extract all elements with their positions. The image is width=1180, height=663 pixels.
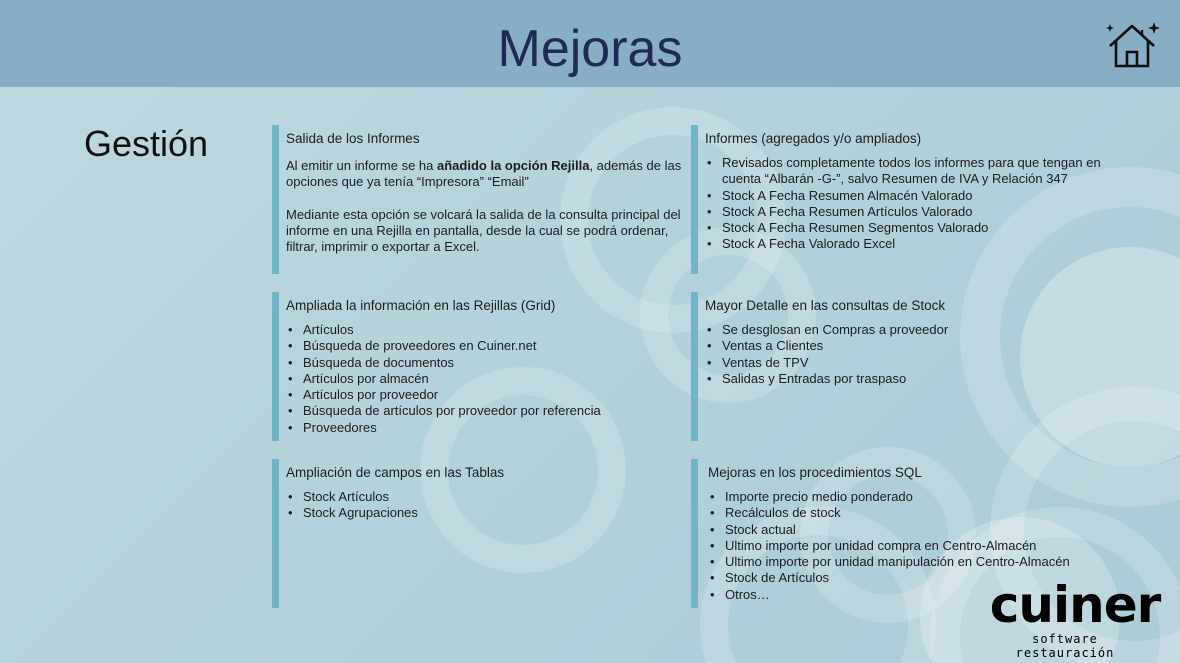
bullet-list bbox=[705, 322, 1123, 387]
list-item: • Búsqueda de artículos por proveedor por referencia bbox=[286, 403, 686, 419]
card-salida-informes bbox=[272, 125, 686, 274]
card-stock bbox=[691, 292, 1123, 441]
list-item: • Búsqueda de documentos bbox=[286, 355, 686, 371]
card-title: Mejoras en los procedimientos SQL bbox=[708, 465, 922, 480]
list-item: • Salidas y Entradas por traspaso bbox=[705, 371, 1123, 387]
list-item: • Artículos por almacén bbox=[286, 371, 686, 387]
card-paragraph: Mediante esta opción se volcará la salida de la consulta principal del informe en una Rejilla en pantalla, desde la cual se podrá ordenar, filtrar, imprimir o exportar a Excel. bbox=[286, 206, 681, 255]
list-item: • Otros… bbox=[708, 587, 1126, 603]
list-item: • Stock A Fecha Resumen Almacén Valorado bbox=[705, 188, 1123, 204]
card-tablas bbox=[272, 459, 686, 608]
card-title: Ampliación de campos en las Tablas bbox=[286, 465, 505, 480]
list-item: • Stock Agrupaciones bbox=[286, 505, 686, 521]
bullet-list bbox=[286, 489, 686, 522]
list-item: • Ultimo importe por unidad manipulación en Centro-Almacén bbox=[708, 554, 1126, 570]
logo-wordmark: cuiner bbox=[989, 576, 1161, 634]
card-title: Ampliada la información en las Rejillas (Grid) bbox=[286, 298, 556, 313]
list-item: • Artículos bbox=[286, 322, 686, 338]
card-title: Informes (agregados y/o ampliados) bbox=[705, 131, 922, 146]
list-item: • Stock de Artículos bbox=[708, 570, 1126, 586]
list-item: • Artículos por proveedor bbox=[286, 387, 686, 403]
list-item: • Se desglosan en Compras a proveedor bbox=[705, 322, 1123, 338]
list-item: • Proveedores bbox=[286, 420, 686, 436]
list-item: • Stock A Fecha Resumen Segmentos Valorado bbox=[705, 220, 1123, 236]
list-item: • Ventas de TPV bbox=[705, 355, 1123, 371]
card-title: Mayor Detalle en las consultas de Stock bbox=[705, 298, 946, 313]
list-item: • Importe precio medio ponderado bbox=[708, 489, 1126, 505]
card-informes bbox=[691, 125, 1123, 274]
bullet-list bbox=[286, 322, 686, 436]
list-item: • Ultimo importe por unidad compra en Centro-Almacén bbox=[708, 538, 1126, 554]
home-icon[interactable] bbox=[1104, 18, 1160, 70]
header-bar bbox=[0, 0, 1180, 87]
list-item: • Stock A Fecha Resumen Artículos Valorado bbox=[705, 204, 1123, 220]
cuiner-logo bbox=[985, 576, 1165, 660]
card-paragraph: Al emitir un informe se ha añadido la opción Rejilla, además de las opciones que ya tenía “Impresora” “Email” bbox=[286, 158, 682, 190]
list-item: • Recálculos de stock bbox=[708, 505, 1126, 521]
card-rejillas bbox=[272, 292, 686, 441]
list-item: • Stock Artículos bbox=[286, 489, 686, 505]
list-item: • Stock A Fecha Valorado Excel bbox=[705, 236, 1123, 252]
list-item: • Revisados completamente todos los informes para que tengan en cuenta “Albarán -G-”, salvo Resumen de IVA y Relación 347 bbox=[705, 155, 1123, 188]
card-title: Salida de los Informes bbox=[286, 131, 420, 146]
list-item: • Stock actual bbox=[708, 522, 1126, 538]
list-item: • Ventas a Clientes bbox=[705, 338, 1123, 354]
page-title: Mejoras bbox=[497, 20, 683, 78]
logo-tagline: software restauración bbox=[1015, 632, 1115, 660]
list-item: • Búsqueda de proveedores en Cuiner.net bbox=[286, 338, 686, 354]
bullet-list bbox=[705, 155, 1123, 253]
section-title: Gestión bbox=[84, 123, 209, 164]
